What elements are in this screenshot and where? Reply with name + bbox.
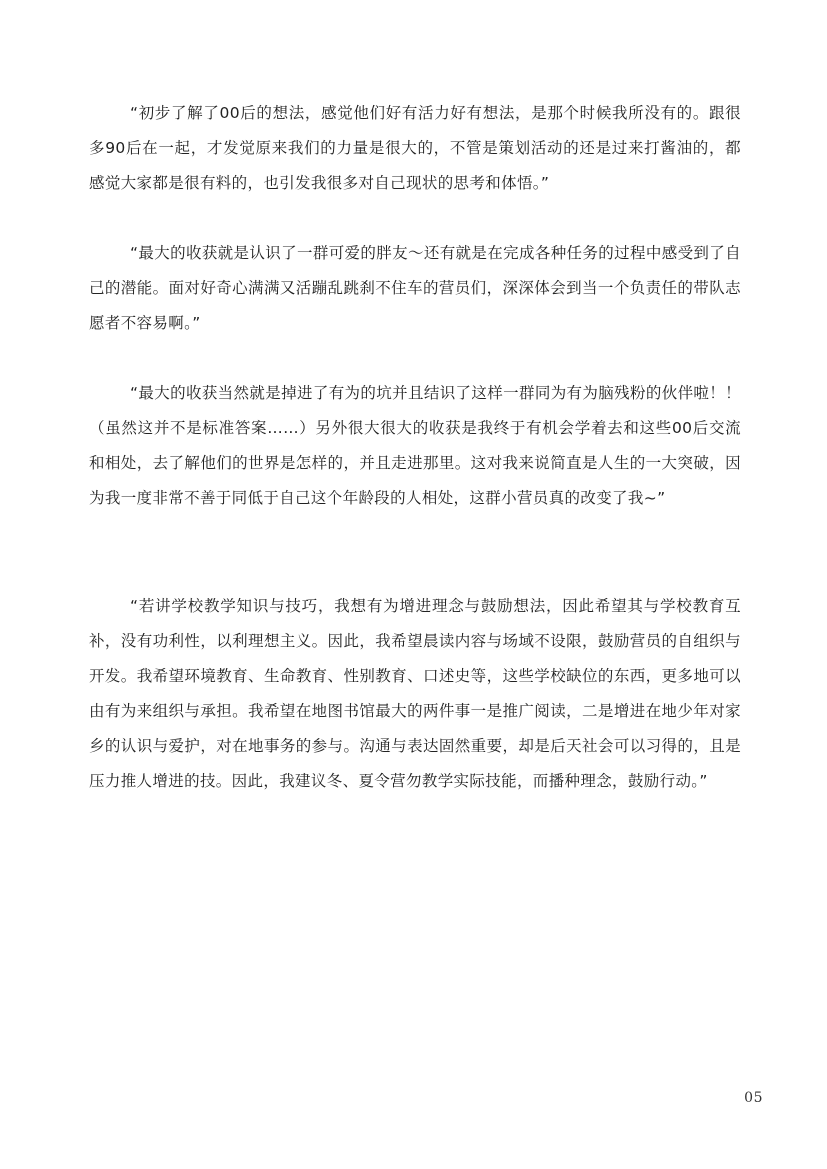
quote-paragraph: “若讲学校教学知识与技巧，我想有为增进理念与鼓励想法，因此希望其与学校教育互补，没有功利性，以利理想主义。因此，我希望晨读内容与场域不设限，鼓励营员的自组织与开发。我希望环境教育、生命教育、性别教育、口述史等，这些学校缺位的东西，更多地可以由有为来组织与承担。我希望在地图书馆最大的两件事一是推广阅读，二是增进在地少年对家乡的认识与爱护，对在地事务的参与。沟通与表达固然重要，却是后天社会可以习得的，且是压力推人增进的技。因此，我建议冬、夏令营勿教学实际技能，而播种理念，鼓励行动。” [89,597,741,790]
quote-paragraph: “最大的收获当然就是掉进了有为的坑并且结识了这样一群同为有为脑残粉的伙伴啦！！（虽然这并不是标准答案……）另外很大很大的收获是我终于有机会学着去和这些00后交流和相处，去了解他们的世界是怎样的，并且走进那里。这对我来说简直是人生的一大突破，因为我一度非常不善于同低于自己这个年龄段的人相处，这群小营员真的改变了我~” [89,384,741,507]
quote-paragraph: “初步了解了00后的想法，感觉他们好有活力好有想法，是那个时候我所没有的。跟很多90后在一起，才发觉原来我们的力量是很大的，不管是策划活动的还是过来打酱油的，都感觉大家都是很有料的，也引发我很多对自己现状的思考和体悟。” [89,104,741,192]
page-number: 05 [744,1090,763,1106]
quote-paragraph: “最大的收获就是认识了一群可爱的胖友～还有就是在完成各种任务的过程中感受到了自己的潜能。面对好奇心满满又活蹦乱跳刹不住车的营员们，深深体会到当一个负责任的带队志愿者不容易啊。” [89,244,741,332]
